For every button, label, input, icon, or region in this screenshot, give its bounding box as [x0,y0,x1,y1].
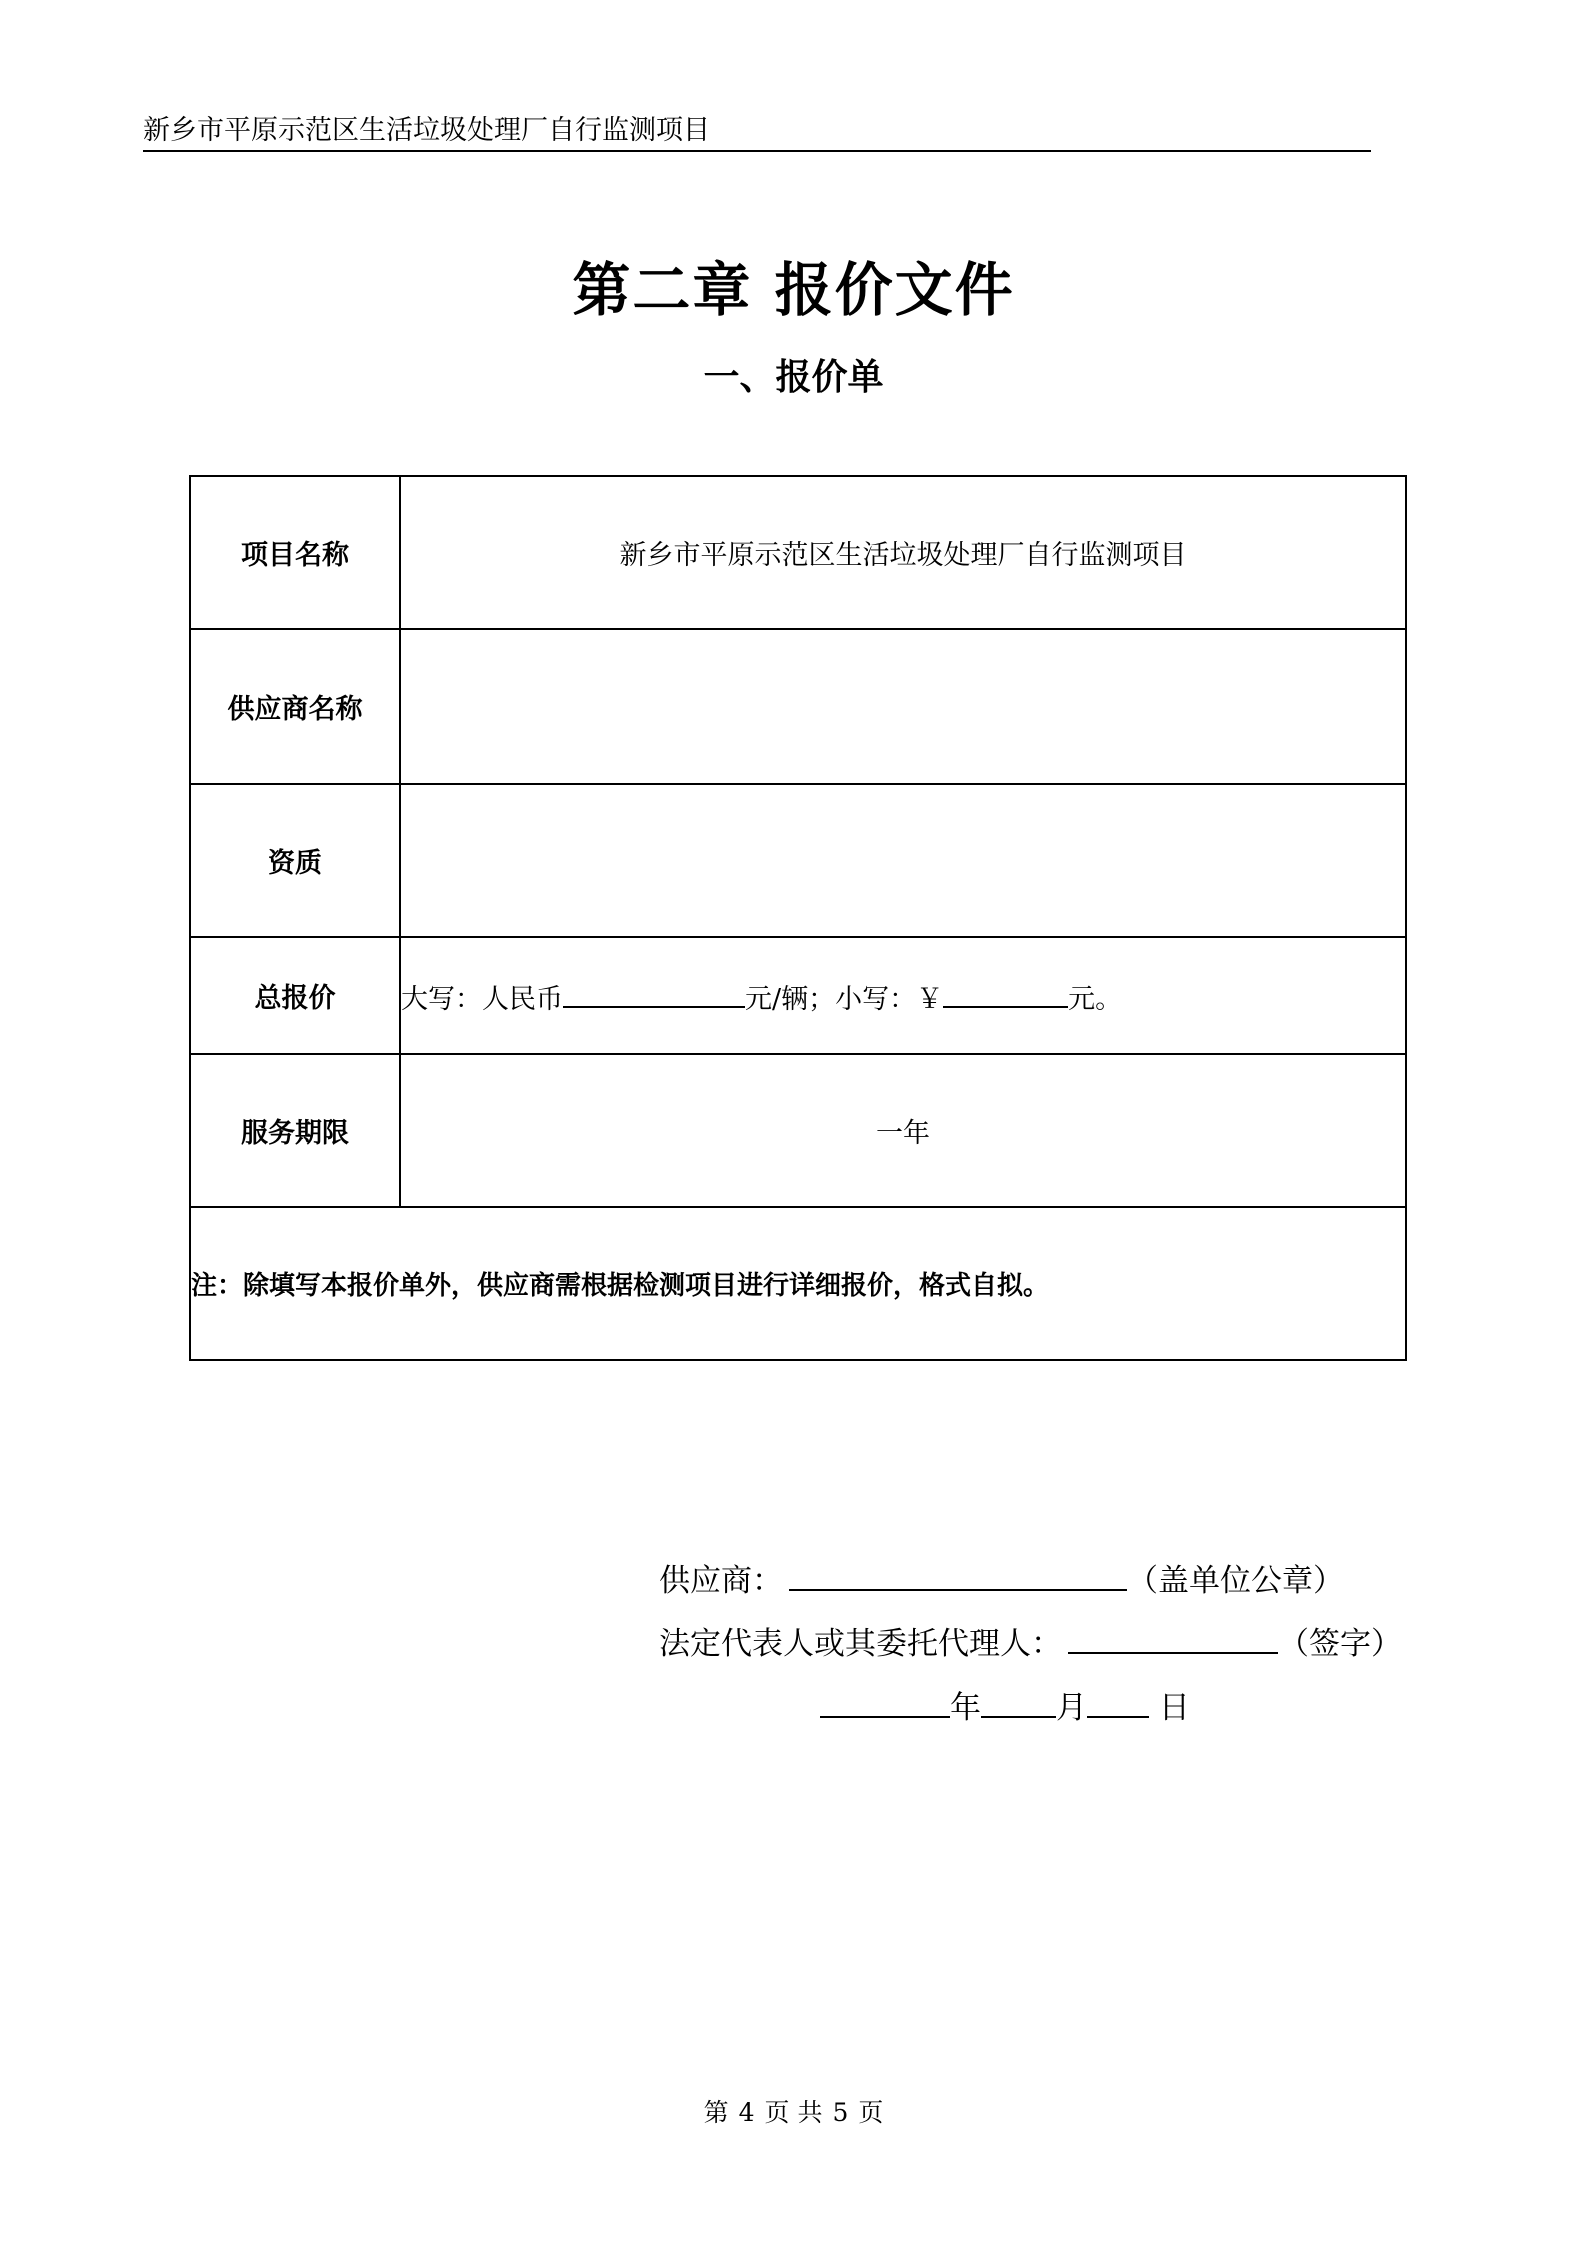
page-footer [0,2093,1587,2129]
supplier-name-label: 供应商名称 [190,629,400,784]
service-period-label: 服务期限 [190,1054,400,1207]
supplier-seal-note: （盖单位公章） [1127,1563,1344,1599]
price-upper-blank[interactable] [563,976,745,1008]
supplier-signature-line [659,1555,1344,1603]
service-period-value: 一年 [400,1054,1406,1207]
representative-signature-line [659,1618,1402,1666]
header-project-title: 新乡市平原示范区生活垃圾处理厂自行监测项目 [143,115,710,146]
page-suffix: 页 [858,2098,884,2127]
representative-sign-note: （签字） [1278,1626,1402,1662]
section-title: 一、报价单 [703,356,884,398]
date-line [820,1682,1190,1730]
chapter-title: 第二章 报价文件 [572,256,1015,324]
month-label: 月 [1056,1690,1087,1726]
page-total: 5 [832,2098,849,2127]
table-row-project-name [190,476,1406,629]
project-name-value: 新乡市平原示范区生活垃圾处理厂自行监测项目 [400,476,1406,629]
representative-signature-blank[interactable] [1068,1618,1278,1654]
supplier-name-field[interactable] [400,629,1406,784]
price-upper-prefix: 大写：人民币 [401,983,563,1015]
page-middle: 页 共 [764,2098,823,2127]
year-blank[interactable] [820,1682,950,1718]
table-note: 注：除填写本报价单外，供应商需根据检测项目进行详细报价，格式自拟。 [190,1207,1406,1360]
price-upper-suffix: 元/辆；小写：￥ [745,983,944,1015]
year-label: 年 [950,1690,981,1726]
page-current: 4 [738,2098,755,2127]
month-blank[interactable] [981,1682,1056,1718]
table-row-total-price [190,937,1406,1054]
project-name-label: 项目名称 [190,476,400,629]
table-row-service-period [190,1054,1406,1207]
page-prefix: 第 [703,2098,729,2127]
price-lower-suffix: 元。 [1068,983,1123,1015]
supplier-signature-blank[interactable] [789,1555,1127,1591]
table-row-note [190,1207,1406,1360]
representative-label: 法定代表人或其委托代理人： [659,1626,1062,1662]
supplier-signature-label: 供应商： [659,1563,783,1599]
total-price-cell [400,937,1406,1054]
day-label: 日 [1149,1690,1190,1726]
price-lower-blank[interactable] [943,976,1068,1008]
table-row-supplier-name [190,629,1406,784]
qualification-field[interactable] [400,784,1406,937]
qualification-label: 资质 [190,784,400,937]
quotation-table [189,475,1407,1361]
total-price-label: 总报价 [190,937,400,1054]
page-header [143,112,1371,152]
table-row-qualification [190,784,1406,937]
day-blank[interactable] [1087,1682,1149,1718]
